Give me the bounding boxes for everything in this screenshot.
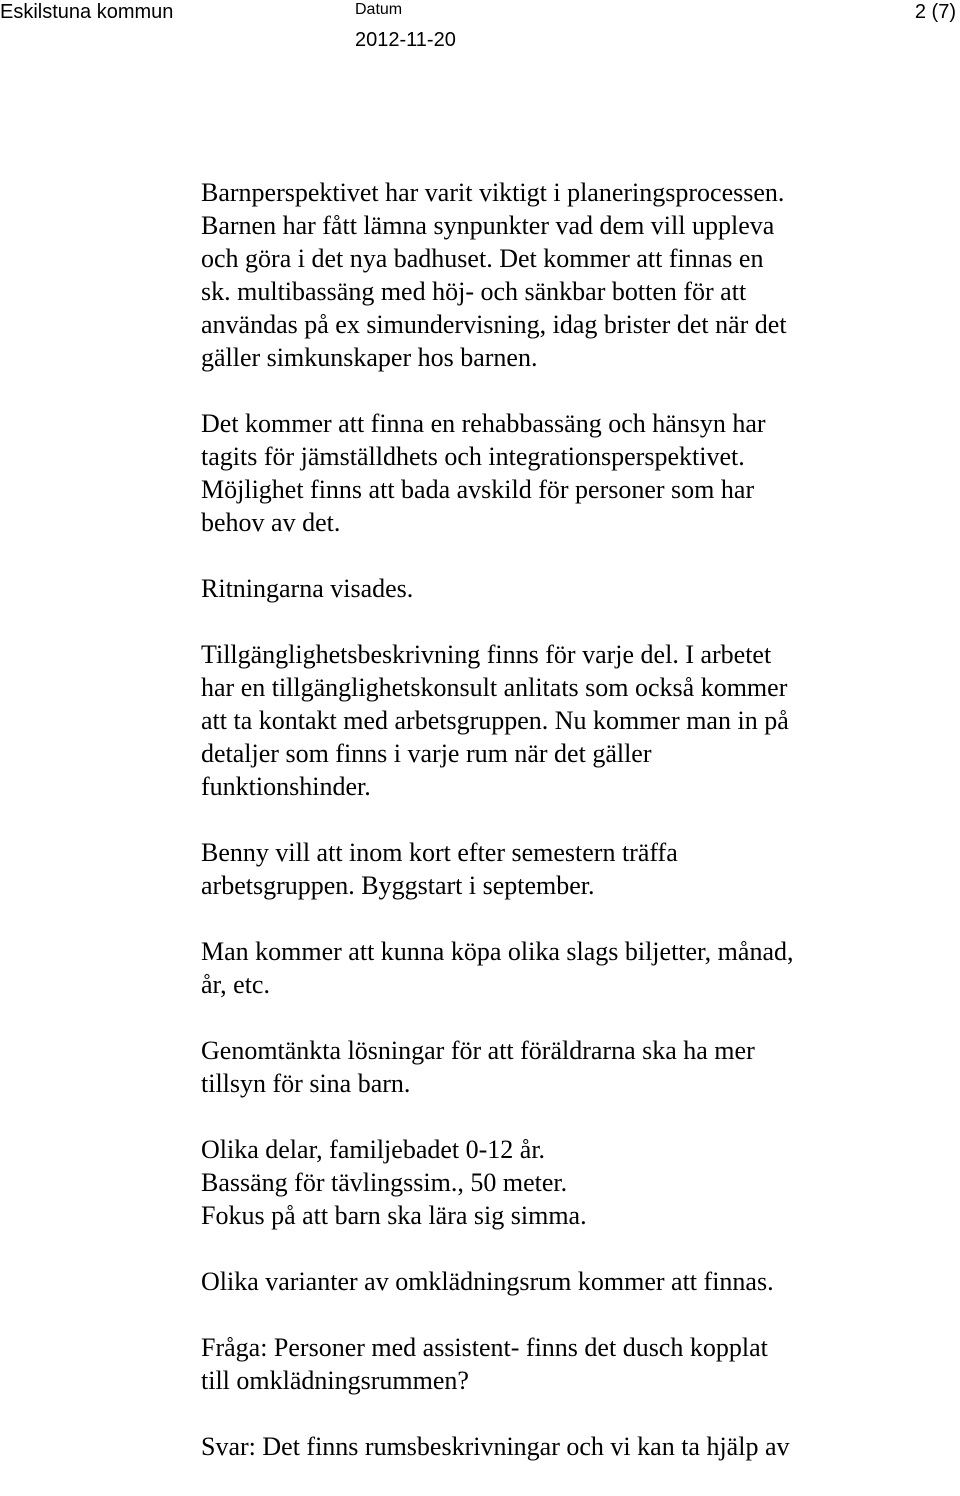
paragraph-line: år, etc. [201,970,270,999]
body-paragraph [201,638,921,803]
paragraph-line: behov av det. [201,508,341,537]
paragraph-line: att ta kontakt med arbetsgruppen. Nu kommer man in på [201,706,789,735]
paragraph-line: arbetsgruppen. Byggstart i september. [201,871,595,900]
paragraph-line: användas på ex simundervisning, idag brister det när det [201,310,787,339]
paragraph-line: funktionshinder. [201,772,371,801]
body-paragraph [201,407,921,539]
paragraph-line: Genomtänkta lösningar för att föräldrarna ska ha mer [201,1036,755,1065]
date-value: 2012-11-20 [355,29,456,51]
paragraph-line: till omklädningsrummen? [201,1366,469,1395]
paragraph-line: Bassäng för tävlingssim., 50 meter. [201,1168,568,1197]
paragraph-line: Fokus på att barn ska lära sig simma. [201,1201,587,1230]
body-paragraph [201,836,921,902]
paragraph-line: Svar: Det finns rumsbeskrivningar och vi kan ta hjälp av [201,1432,790,1461]
date-label: Datum [355,1,403,18]
paragraph-line: Barnperspektivet har varit viktigt i planeringsprocessen. [201,178,785,207]
paragraph-line: gäller simkunskaper hos barnen. [201,343,538,372]
paragraph-line: detaljer som finns i varje rum när det gäller [201,739,652,768]
paragraph-line: tillsyn för sina barn. [201,1069,411,1098]
body-paragraph [201,1034,921,1100]
body-paragraph [201,1133,921,1232]
document-body [201,176,921,1496]
body-paragraph [201,1265,921,1298]
paragraph-line: tagits för jämställdhets och integrationsperspektivet. [201,442,745,471]
paragraph-line: Tillgänglighetsbeskrivning finns för varje del. I arbetet [201,640,772,669]
paragraph-line: Man kommer att kunna köpa olika slags biljetter, månad, [201,937,794,966]
body-paragraph [201,935,921,1001]
paragraph-line: Ritningarna visades. [201,574,414,603]
body-paragraph [201,572,921,605]
paragraph-line: Möjlighet finns att bada avskild för personer som har [201,475,755,504]
body-paragraph [201,1331,921,1397]
paragraph-line: Fråga: Personer med assistent- finns det dusch kopplat [201,1333,768,1362]
date-block [355,0,456,52]
paragraph-line: Barnen har fått lämna synpunkter vad dem vill uppleva [201,211,775,240]
paragraph-line: sk. multibassäng med höj- och sänkbar botten för att [201,277,747,306]
paragraph-line: Det kommer att finna en rehabbassäng och hänsyn har [201,409,766,438]
body-paragraph [201,1430,921,1463]
paragraph-line: har en tillgänglighetskonsult anlitats som också kommer [201,673,788,702]
body-paragraph [201,176,921,374]
organization-name: Eskilstuna kommun [0,1,174,23]
paragraph-line: Benny vill att inom kort efter semestern träffa [201,838,678,867]
paragraph-line: Olika varianter av omklädningsrum kommer att finnas. [201,1267,774,1296]
paragraph-line: och göra i det nya badhuset. Det kommer att finnas en [201,244,764,273]
page-indicator: 2 (7) [914,1,956,23]
paragraph-line: Olika delar, familjebadet 0-12 år. [201,1135,546,1164]
